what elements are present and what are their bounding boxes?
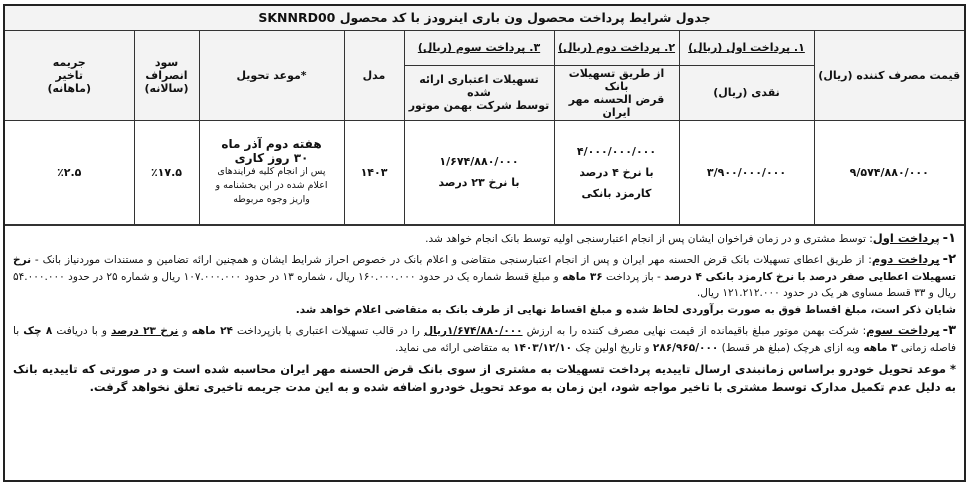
- pay2-header: ۲. پرداخت دوم (ریال): [554, 31, 679, 65]
- penalty-header: [5, 31, 134, 120]
- table-title: جدول شرایط پرداخت محصول ون باری اینرودز با کد محصول SKNNRD00: [5, 6, 964, 31]
- pay1-header: ۱. پرداخت اول (ریال): [679, 31, 814, 65]
- note-3-number: ۳-: [942, 323, 956, 338]
- footnote-text: موعد تحویل خودرو براساس زمانبندی ارسال تاییدیه پرداخت تسهیلات به مشتری از سوی بانک قرض الحسنه مهر ایران محاسبه شده است و در صورتی که تاییدیه بانک به دلیل عدم تکمیل مدارک توسط مشتری با تاخیر مواجه شود، این زمان به موعد تحویل خودرو اضافه شده و به این مدت جریمه تاخیری تعلق نخواهد گرفت.: [13, 362, 956, 394]
- data-row: [5, 120, 964, 224]
- penalty-value: ٪۲.۵: [5, 120, 134, 224]
- delivery-line5: واریز وجوه مربوطه: [233, 194, 310, 205]
- note-2-text-2: - باز پرداخت: [602, 270, 665, 283]
- pay3-rate: با نرخ ۲۳ درصد: [438, 176, 520, 189]
- interest-header-line3: (سالانه): [144, 81, 189, 95]
- delivery-footnote: [13, 360, 956, 396]
- note-2-bold-2: ۳۶ ماهه: [562, 270, 603, 283]
- note-3-bold-2: ۲۴ ماهه: [191, 325, 233, 337]
- conditions-sheet: [3, 4, 966, 482]
- pay2-value: [554, 120, 679, 224]
- note-3-bold-6: ۲۸۶/۹۶۵/۰۰۰: [652, 341, 719, 354]
- pay1-subheader: نقدی (ریال): [679, 65, 814, 120]
- delivery-value: [199, 120, 344, 224]
- note-3-text-6: وبه ازای هرچک (مبلغ هر قسط): [718, 341, 864, 354]
- interest-header-line1: سود: [154, 55, 179, 69]
- pay3-header: ۳. پرداخت سوم (ریال): [404, 31, 554, 65]
- delivery-line4: اعلام شده در این بخشنامه و: [215, 180, 328, 191]
- delivery-line3: پس از انجام کلیه فرایندهای: [217, 166, 326, 177]
- note-2-number: ۲-: [942, 252, 956, 267]
- note-3-text-5: با فاصله زمانی: [13, 325, 956, 354]
- notes-section: [5, 225, 964, 397]
- pay2-subheader: [554, 65, 679, 120]
- note-1-lead: پرداخت اول: [872, 230, 940, 245]
- footnote-star: *: [949, 362, 956, 376]
- delivery-header: *موعد تحویل: [199, 31, 344, 120]
- note-3-text-2: را در قالب تسهیلات اعتباری با بازپرداخت: [232, 325, 424, 337]
- note-3: [13, 322, 956, 356]
- model-value: ۱۴۰۳: [344, 120, 404, 224]
- interest-header-line2: انصراف: [145, 68, 188, 82]
- note-3-text-3: و: [178, 325, 192, 337]
- pay2-fee: کارمزد بانکی: [581, 186, 652, 200]
- note-1-number: ۱-: [942, 230, 956, 246]
- note-2: [13, 251, 956, 318]
- note-2-text-1: : از طریق اعطای تسهیلات بانک قرض الحسنه مهر ایران و پس از انجام اعتبارسنجی متقاضی و اعلام بانک در خصوص احراز شرایط ایشان و همچنین ارائه تضامین و مستندات موردنیاز بانک -: [31, 254, 872, 266]
- note-3-text-7: و تاریخ اولین چک: [572, 341, 653, 354]
- note-2-text-3: و مبلغ قسط شماره یک در حدود ۱۶۰.۰۰۰.۰۰۰ ریال ، شماره ۱۳ در حدود ۱۰۷.۰۰۰.۰۰۰ ریال و شماره ۲۵ در حدود ۵۴.۰۰۰.۰۰۰ ریال و ۳۳ قسط مساوی هر یک در حدود ۱۲۱.۲۱۲.۰۰۰ ریال.: [13, 270, 956, 299]
- pay2-amount: ۴/۰۰۰/۰۰۰/۰۰۰: [576, 144, 657, 158]
- interest-value: ٪۱۷.۵: [134, 120, 199, 224]
- pay3-subheader-line1: تسهیلات اعتباری ارائه شده: [419, 73, 539, 99]
- note-3-bold-5: ۳ ماهه: [863, 341, 898, 354]
- note-3-lead: پرداخت سوم: [866, 323, 940, 337]
- pay3-subheader-line2: توسط شرکت بهمن موتور: [408, 99, 550, 112]
- penalty-header-line3: (ماهانه): [47, 81, 92, 95]
- consumer-price-header: قیمت مصرف کننده (ریال): [814, 31, 964, 120]
- penalty-header-line1: جریمه: [52, 55, 86, 69]
- delivery-line2: ۳۰ روز کاری: [234, 151, 309, 165]
- interest-header: [134, 31, 199, 120]
- note-3-bold-3: نرخ ۲۳ درصد: [111, 325, 179, 337]
- pay2-rate: با نرخ ۴ درصد: [579, 165, 654, 179]
- consumer-price-value: ۹/۵۷۴/۸۸۰/۰۰۰: [814, 120, 964, 224]
- note-3-text-4: و با دریافت: [52, 325, 112, 337]
- note-3-text-1: : شرکت بهمن موتور مبلغ باقیمانده از قیمت نهایی مصرف کننده را به ارزش: [522, 325, 867, 337]
- pay2-subheader-line1: از طریق تسهیلات بانک: [568, 66, 665, 93]
- penalty-header-line2: تاخیر: [55, 68, 84, 82]
- note-1: [13, 230, 956, 248]
- note-2-bold-1: نرخ تسهیلات اعطایی صفر درصد با نرخ کارمزد بانکی ۴ درصد: [13, 254, 956, 283]
- note-2-lead: پرداخت دوم: [871, 252, 940, 266]
- note-3-bold-1: ۱/۶۷۴/۸۸۰/۰۰۰ریال: [423, 325, 523, 337]
- pay3-amount: ۱/۶۷۴/۸۸۰/۰۰۰: [439, 155, 519, 168]
- note-1-text: : توسط مشتری و در زمان فراخوان ایشان پس از انجام اعتبارسنجی اولیه توسط بانک انجام خواهد شد.: [425, 232, 873, 245]
- payment-table: [5, 31, 964, 225]
- model-header: مدل: [344, 31, 404, 120]
- note-3-bold-7: ۱۴۰۳/۱۲/۱۰: [513, 341, 573, 354]
- delivery-line1: هفته دوم آذر ماه: [221, 137, 322, 151]
- pay1-value: ۳/۹۰۰/۰۰۰/۰۰۰: [679, 120, 814, 224]
- pay3-subheader: [404, 65, 554, 120]
- pay2-subheader-line2: قرض الحسنه مهر ایران: [568, 92, 665, 119]
- note-3-text-8: به متقاضی ارائه می نماید.: [395, 341, 514, 354]
- pay3-value: [404, 120, 554, 224]
- note-2-bold-end: شایان ذکر است، مبلغ اقساط فوق به صورت برآوردی لحاظ شده و مبلغ اقساط نهایی از طرف بانک به متقاضی اعلام خواهد شد.: [295, 303, 956, 316]
- note-3-bold-4: ۸ چک: [23, 325, 53, 337]
- header-row-1: [5, 31, 964, 65]
